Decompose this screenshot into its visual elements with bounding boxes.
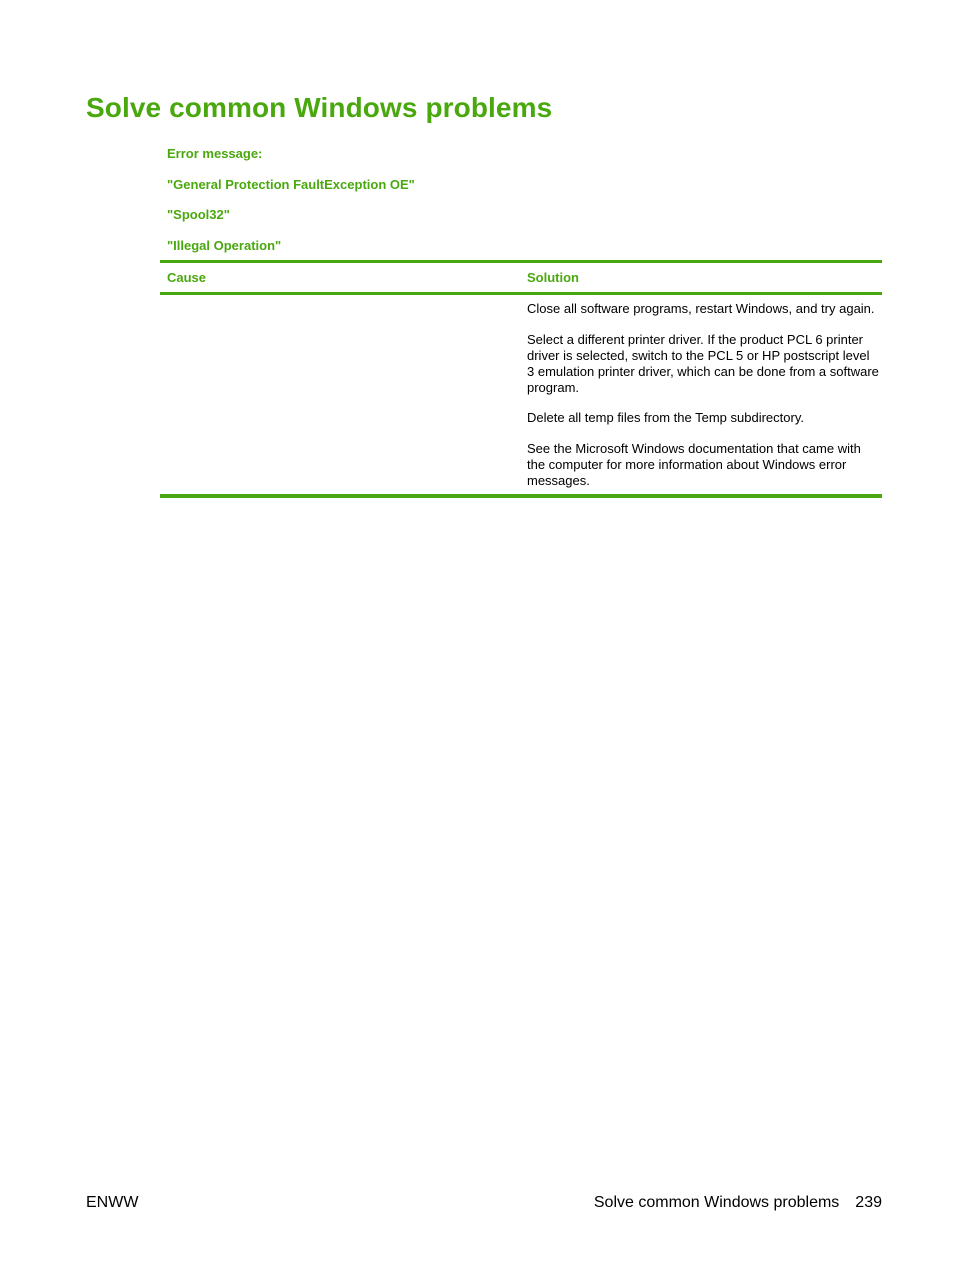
- error-message-item: "General Protection FaultException OE": [167, 176, 415, 192]
- error-message-item: "Illegal Operation": [167, 237, 282, 253]
- footer-section: [594, 1193, 882, 1213]
- error-message-item: "Spool32": [167, 207, 230, 222]
- footer-doc-code: ENWW: [86, 1194, 139, 1211]
- footer-section-title: Solve common Windows problems: [593, 1194, 840, 1211]
- solution-paragraph: See the Microsoft Windows documentation that came with the computer for more information about Windows error messages.: [527, 440, 861, 488]
- cause-solution-table: [160, 260, 882, 498]
- column-header-cause: Cause: [167, 270, 207, 285]
- page-title: Solve common Windows problems: [86, 92, 553, 123]
- footer-page-number: 239: [855, 1194, 882, 1211]
- table-row: [160, 295, 882, 498]
- solution-cell: [527, 301, 879, 489]
- column-header-solution: Solution: [527, 270, 579, 285]
- solution-paragraph: Delete all temp files from the Temp subdirectory.: [527, 410, 804, 425]
- solution-paragraph: Select a different printer driver. If the product PCL 6 printer driver is selected, switch to the PCL 5 or HP postscript level 3 emulation printer driver, which can be done from a software program.: [527, 331, 879, 395]
- error-message-list: [167, 146, 415, 268]
- solution-paragraph: Close all software programs, restart Windows, and try again.: [527, 301, 875, 316]
- table-header-row: [160, 260, 882, 295]
- error-message-heading: Error message:: [167, 146, 263, 161]
